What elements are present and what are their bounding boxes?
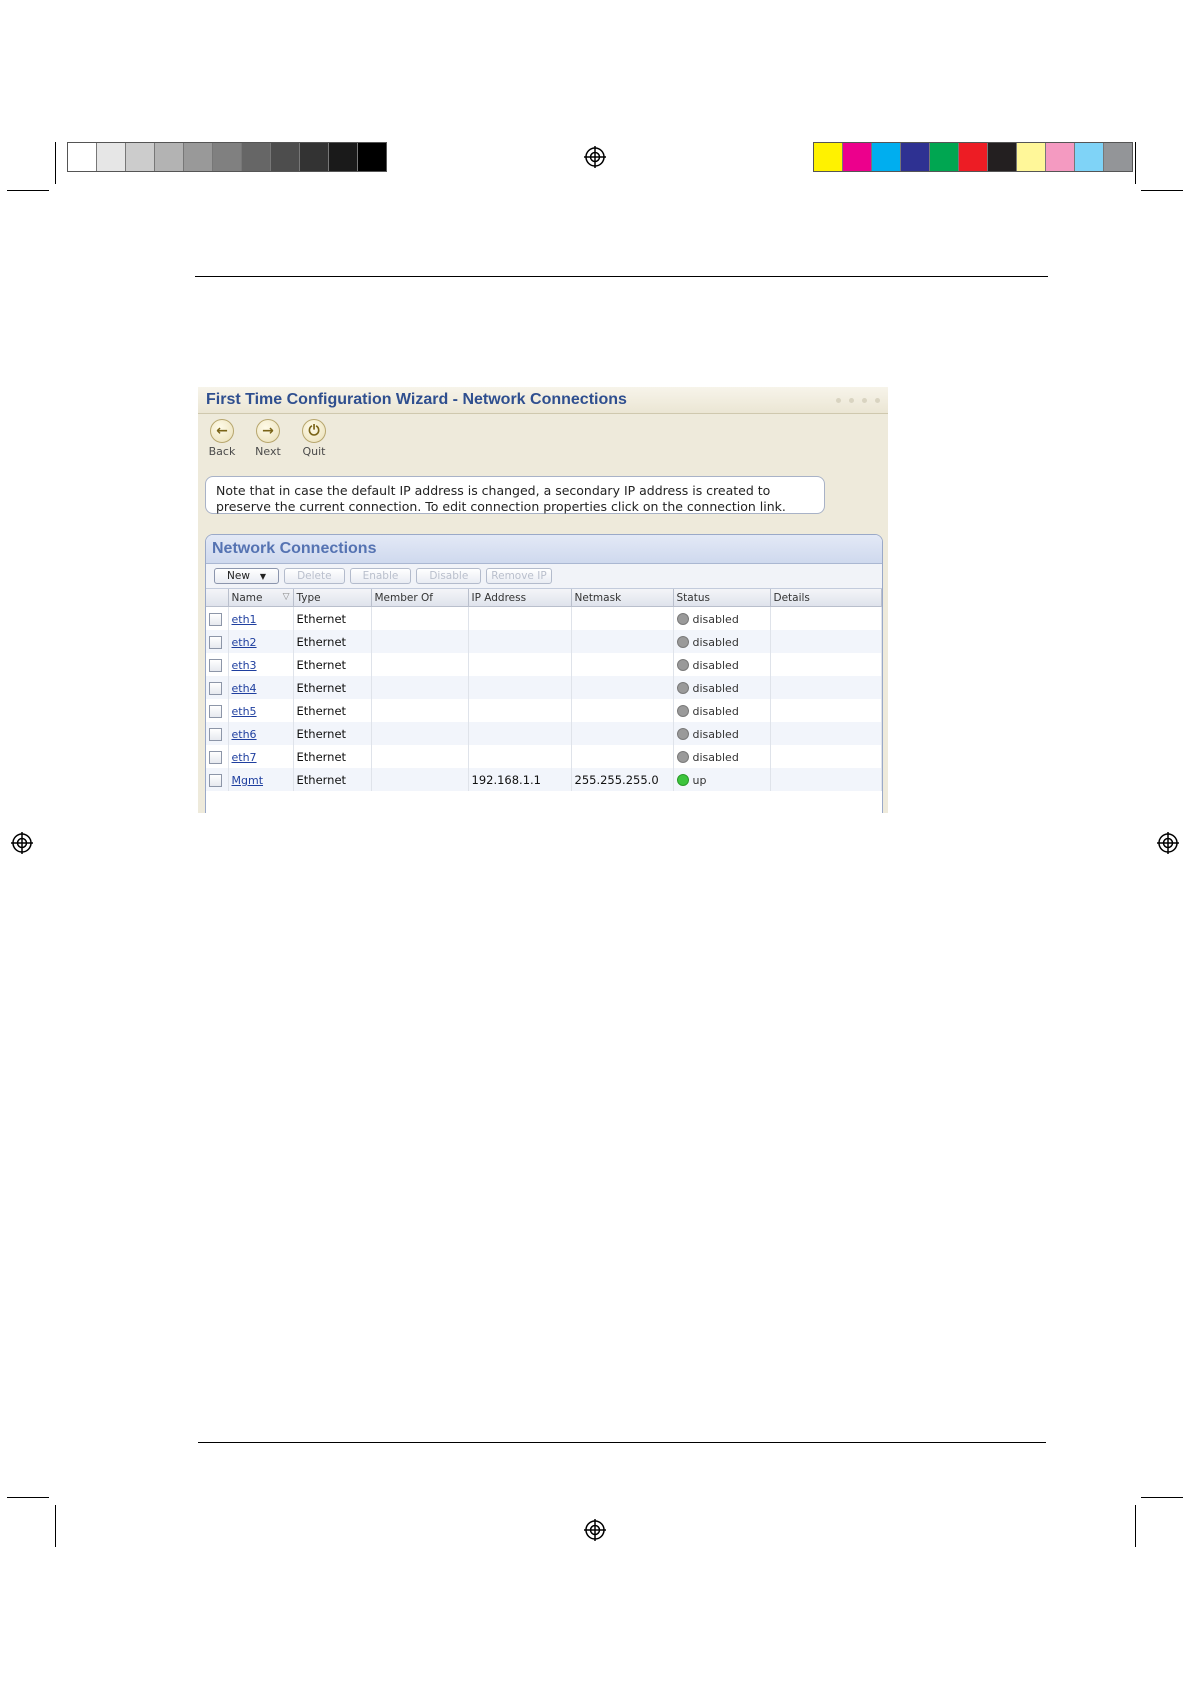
table-row bbox=[206, 699, 882, 722]
netmask-cell: 255.255.255.0 bbox=[571, 768, 673, 791]
column-header-netmask[interactable]: Netmask bbox=[571, 589, 673, 607]
note-line-2: preserve the current connection. To edit connection properties click on the connection link. bbox=[216, 499, 786, 514]
status-dot-icon bbox=[677, 659, 689, 671]
column-header-details[interactable]: Details bbox=[770, 589, 882, 607]
crop-mark bbox=[55, 142, 56, 184]
select-column-header bbox=[206, 589, 228, 607]
color-swatch bbox=[68, 143, 97, 171]
color-swatch bbox=[872, 143, 901, 171]
connection-link[interactable]: eth3 bbox=[231, 658, 257, 672]
row-select-cell bbox=[206, 699, 228, 722]
netmask-cell bbox=[571, 607, 673, 631]
ip-address-cell bbox=[468, 630, 571, 653]
netmask-cell bbox=[571, 630, 673, 653]
details-cell bbox=[770, 630, 882, 653]
netmask-cell bbox=[571, 722, 673, 745]
color-swatch bbox=[959, 143, 988, 171]
sort-icon: ▽ bbox=[282, 591, 290, 602]
status-dot-icon bbox=[677, 774, 689, 786]
wizard-title: First Time Configuration Wizard - Network Connections bbox=[206, 391, 627, 408]
ip-address-cell bbox=[468, 676, 571, 699]
status-text: disabled bbox=[692, 635, 739, 649]
member-of-cell bbox=[371, 768, 468, 791]
member-of-cell bbox=[371, 722, 468, 745]
crop-mark bbox=[1141, 190, 1183, 191]
status-cell bbox=[673, 745, 770, 768]
netmask-cell bbox=[571, 699, 673, 722]
table-header-row bbox=[206, 589, 882, 607]
crop-mark bbox=[55, 1505, 56, 1547]
row-select-cell bbox=[206, 722, 228, 745]
row-select-cell bbox=[206, 630, 228, 653]
status-cell bbox=[673, 676, 770, 699]
row-checkbox[interactable] bbox=[209, 705, 222, 718]
type-cell: Ethernet bbox=[293, 699, 371, 722]
ip-address-cell: 192.168.1.1 bbox=[468, 768, 571, 791]
ip-address-cell bbox=[468, 653, 571, 676]
status-text: disabled bbox=[692, 658, 739, 672]
ip-address-cell bbox=[468, 699, 571, 722]
connections-table bbox=[206, 589, 882, 791]
remove-ip-button[interactable]: Remove IP bbox=[486, 568, 551, 584]
color-swatch bbox=[271, 143, 300, 171]
name-cell bbox=[228, 607, 293, 631]
connection-link[interactable]: eth1 bbox=[231, 612, 257, 626]
color-swatch bbox=[901, 143, 930, 171]
wizard-title-bar bbox=[198, 387, 888, 414]
footer-rule bbox=[198, 1442, 1046, 1443]
registration-mark-icon bbox=[11, 832, 33, 854]
status-text: disabled bbox=[692, 612, 739, 626]
netmask-cell bbox=[571, 745, 673, 768]
table-row bbox=[206, 722, 882, 745]
name-cell bbox=[228, 630, 293, 653]
member-of-cell bbox=[371, 676, 468, 699]
header-rule bbox=[195, 276, 1048, 277]
row-checkbox[interactable] bbox=[209, 774, 222, 787]
color-swatch bbox=[1104, 143, 1132, 171]
color-swatch bbox=[155, 143, 184, 171]
back-label: Back bbox=[208, 445, 236, 458]
type-cell: Ethernet bbox=[293, 745, 371, 768]
status-cell bbox=[673, 768, 770, 791]
network-connections-panel bbox=[205, 534, 883, 813]
table-row bbox=[206, 630, 882, 653]
color-swatch bbox=[184, 143, 213, 171]
color-swatch bbox=[242, 143, 271, 171]
panel-title: Network Connections bbox=[206, 535, 882, 564]
chevron-down-icon: ▼ bbox=[259, 571, 267, 581]
next-label: Next bbox=[255, 445, 281, 458]
row-select-cell bbox=[206, 676, 228, 699]
crop-mark bbox=[1141, 1497, 1183, 1498]
status-cell bbox=[673, 607, 770, 631]
status-text: up bbox=[692, 773, 707, 787]
member-of-cell bbox=[371, 745, 468, 768]
row-select-cell bbox=[206, 745, 228, 768]
details-cell bbox=[770, 699, 882, 722]
column-header-type[interactable]: Type bbox=[293, 589, 371, 607]
netmask-cell bbox=[571, 676, 673, 699]
status-dot-icon bbox=[677, 705, 689, 717]
row-checkbox[interactable] bbox=[209, 728, 222, 741]
arrow-right-icon: → bbox=[256, 419, 280, 443]
color-swatch bbox=[1017, 143, 1046, 171]
new-label: New bbox=[227, 570, 250, 582]
color-swatch bbox=[329, 143, 358, 171]
row-checkbox[interactable] bbox=[209, 636, 222, 649]
type-cell: Ethernet bbox=[293, 722, 371, 745]
table-row bbox=[206, 676, 882, 699]
status-dot-icon bbox=[677, 728, 689, 740]
name-cell bbox=[228, 653, 293, 676]
color-swatch bbox=[1075, 143, 1104, 171]
connection-link[interactable]: eth5 bbox=[231, 704, 257, 718]
member-of-cell bbox=[371, 630, 468, 653]
color-swatch bbox=[843, 143, 872, 171]
details-cell bbox=[770, 653, 882, 676]
crop-mark bbox=[7, 190, 49, 191]
status-text: disabled bbox=[692, 750, 739, 764]
row-checkbox[interactable] bbox=[209, 659, 222, 672]
type-cell: Ethernet bbox=[293, 676, 371, 699]
details-cell bbox=[770, 607, 882, 631]
registration-mark-icon bbox=[1157, 832, 1179, 854]
name-cell bbox=[228, 676, 293, 699]
status-dot-icon bbox=[677, 751, 689, 763]
color-swatch bbox=[97, 143, 126, 171]
name-cell bbox=[228, 699, 293, 722]
status-cell bbox=[673, 699, 770, 722]
ip-address-cell bbox=[468, 722, 571, 745]
new-dropdown-button[interactable] bbox=[214, 568, 279, 584]
disable-button[interactable]: Disable bbox=[416, 568, 481, 584]
status-cell bbox=[673, 722, 770, 745]
power-icon: ⏻ bbox=[302, 419, 326, 443]
row-checkbox[interactable] bbox=[209, 751, 222, 764]
type-cell: Ethernet bbox=[293, 653, 371, 676]
color-swatch bbox=[126, 143, 155, 171]
color-bar bbox=[813, 142, 1133, 172]
connection-link[interactable]: eth2 bbox=[231, 635, 257, 649]
ip-address-cell bbox=[468, 607, 571, 631]
type-cell: Ethernet bbox=[293, 630, 371, 653]
row-select-cell bbox=[206, 768, 228, 791]
note-line-1: Note that in case the default IP address is changed, a secondary IP address is created to bbox=[216, 483, 771, 498]
column-header-name[interactable]: Name ▽ bbox=[228, 589, 293, 607]
row-select-cell bbox=[206, 653, 228, 676]
color-swatch bbox=[358, 143, 386, 171]
netmask-cell bbox=[571, 653, 673, 676]
member-of-cell bbox=[371, 699, 468, 722]
connection-link[interactable]: Mgmt bbox=[231, 773, 264, 787]
next-button[interactable] bbox=[252, 419, 284, 467]
back-button[interactable] bbox=[206, 419, 238, 467]
details-cell bbox=[770, 768, 882, 791]
row-checkbox[interactable] bbox=[209, 682, 222, 695]
status-dot-icon bbox=[677, 682, 689, 694]
status-text: disabled bbox=[692, 681, 739, 695]
row-checkbox[interactable] bbox=[209, 613, 222, 626]
status-dot-icon bbox=[677, 636, 689, 648]
status-text: disabled bbox=[692, 704, 739, 718]
ip-address-cell bbox=[468, 745, 571, 768]
table-row bbox=[206, 745, 882, 768]
title-bar-dots bbox=[836, 398, 880, 403]
status-dot-icon bbox=[677, 613, 689, 625]
column-header-ip-address[interactable]: IP Address bbox=[468, 589, 571, 607]
member-of-cell bbox=[371, 607, 468, 631]
row-select-cell bbox=[206, 607, 228, 631]
quit-label: Quit bbox=[302, 445, 326, 458]
details-cell bbox=[770, 676, 882, 699]
details-cell bbox=[770, 745, 882, 768]
type-cell: Ethernet bbox=[293, 607, 371, 631]
info-note bbox=[205, 476, 825, 514]
type-cell: Ethernet bbox=[293, 768, 371, 791]
quit-button[interactable] bbox=[298, 419, 330, 467]
enable-button[interactable]: Enable bbox=[350, 568, 412, 584]
connection-link[interactable]: eth4 bbox=[231, 681, 257, 695]
color-swatch bbox=[814, 143, 843, 171]
wizard-toolbar bbox=[198, 414, 888, 467]
name-cell bbox=[228, 722, 293, 745]
color-swatch bbox=[930, 143, 959, 171]
gray-color-bar bbox=[67, 142, 387, 172]
registration-mark-icon bbox=[584, 146, 606, 168]
color-swatch bbox=[988, 143, 1017, 171]
crop-mark bbox=[7, 1497, 49, 1498]
table-row bbox=[206, 768, 882, 791]
name-cell bbox=[228, 745, 293, 768]
crop-mark bbox=[1135, 1505, 1136, 1547]
connection-link[interactable]: eth7 bbox=[231, 750, 257, 764]
color-swatch bbox=[300, 143, 329, 171]
status-cell bbox=[673, 630, 770, 653]
name-cell bbox=[228, 768, 293, 791]
color-swatch bbox=[1046, 143, 1075, 171]
wizard-window bbox=[198, 387, 888, 813]
table-row bbox=[206, 653, 882, 676]
status-cell bbox=[673, 653, 770, 676]
connection-link[interactable]: eth6 bbox=[231, 727, 257, 741]
arrow-left-icon: ← bbox=[210, 419, 234, 443]
crop-mark bbox=[1135, 142, 1136, 184]
status-text: disabled bbox=[692, 727, 739, 741]
registration-mark-icon bbox=[584, 1519, 606, 1541]
column-header-status[interactable]: Status bbox=[673, 589, 770, 607]
color-swatch bbox=[213, 143, 242, 171]
member-of-cell bbox=[371, 653, 468, 676]
actions-bar bbox=[206, 564, 882, 589]
column-header-member-of[interactable]: Member Of bbox=[371, 589, 468, 607]
table-row bbox=[206, 607, 882, 631]
details-cell bbox=[770, 722, 882, 745]
delete-button[interactable]: Delete bbox=[284, 568, 345, 584]
